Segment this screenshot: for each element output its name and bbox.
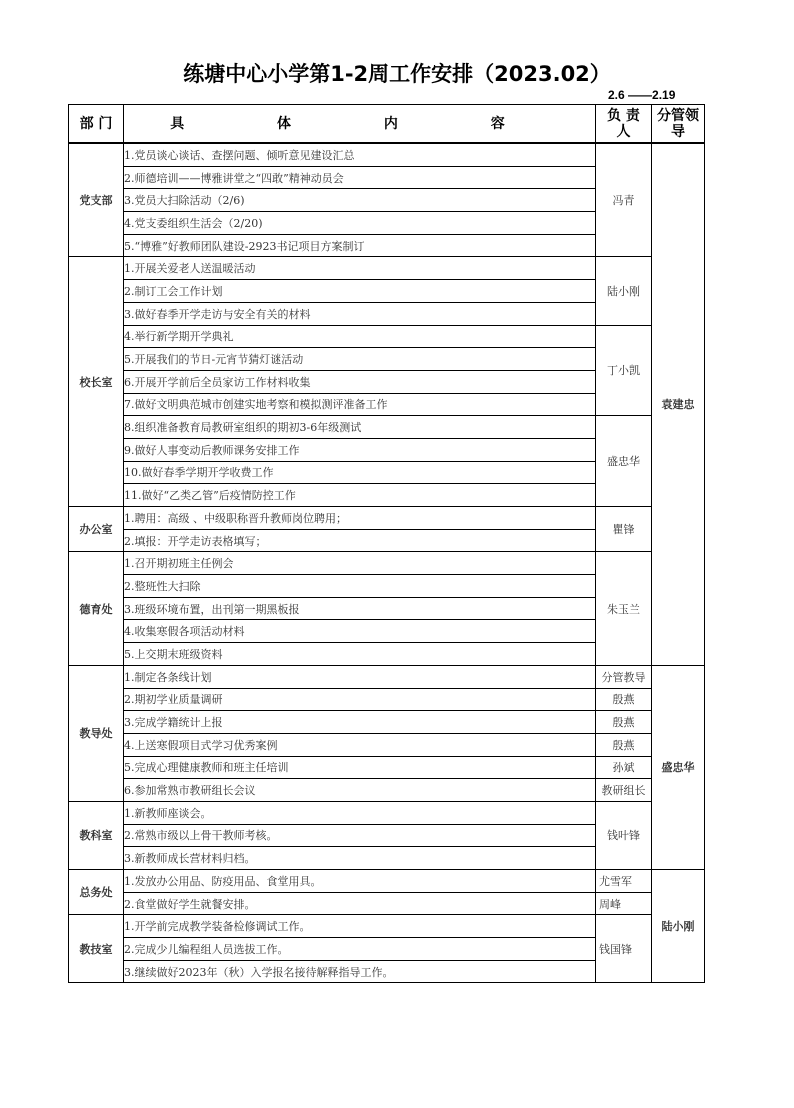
- dept-cell: 办公室: [69, 507, 124, 552]
- table-row: [69, 143, 705, 166]
- table-row: [69, 257, 705, 280]
- task-cell: 4.上送寒假项目式学习优秀案例: [124, 733, 596, 756]
- task-cell: 1.开展关爱老人送温暖活动: [124, 257, 596, 280]
- task-cell: 1.制定各条线计划: [124, 665, 596, 688]
- table-row: [69, 507, 705, 530]
- task-cell: 3.完成学籍统计上报: [124, 711, 596, 734]
- table-row: [69, 711, 705, 734]
- leader-cell: 袁建忠: [652, 143, 705, 665]
- owner-header: 负 责 人: [596, 105, 652, 144]
- owner-cell: 盛忠华: [596, 416, 652, 507]
- dept-cell: 教科室: [69, 801, 124, 869]
- task-cell: 1.开学前完成教学装备检修调试工作。: [124, 915, 596, 938]
- owner-cell: 钱叶锋: [596, 801, 652, 869]
- table-row: [69, 665, 705, 688]
- task-cell: 2.常熟市级以上骨干教师考核。: [124, 824, 596, 847]
- task-cell: 5.完成心理健康教师和班主任培训: [124, 756, 596, 779]
- task-cell: 1.发放办公用品、防疫用品、食堂用具。: [124, 870, 596, 893]
- dept-cell: 教技室: [69, 915, 124, 983]
- owner-cell: 孙斌: [596, 756, 652, 779]
- owner-cell: 尤雪军: [596, 870, 652, 893]
- task-cell: 4.收集寒假各项活动材料: [124, 620, 596, 643]
- owner-cell: 分管教导: [596, 665, 652, 688]
- schedule-table: [68, 104, 705, 983]
- dept-cell: 校长室: [69, 257, 124, 507]
- owner-cell: 殷燕: [596, 711, 652, 734]
- task-cell: 3.班级环境布置，出刊第一期黑板报: [124, 597, 596, 620]
- task-cell: 6.参加常熟市教研组长会议: [124, 779, 596, 802]
- task-cell: 2.整班性大扫除: [124, 575, 596, 598]
- task-cell: 9.做好人事变动后教师课务安排工作: [124, 438, 596, 461]
- task-cell: 1.召开期初班主任例会: [124, 552, 596, 575]
- dept-header: 部 门: [69, 105, 124, 144]
- task-cell: 2.师德培训——博雅讲堂之“四敢”精神动员会: [124, 166, 596, 189]
- task-cell: 8.组织准备教育局教研室组织的期初3-6年级测试: [124, 416, 596, 439]
- task-cell: 2.期初学业质量调研: [124, 688, 596, 711]
- task-cell: 6.开展开学前后全员家访工作材料收集: [124, 370, 596, 393]
- task-cell: 5.“博雅”好教师团队建设-2923书记项目方案制订: [124, 234, 596, 257]
- task-cell: 1.党员谈心谈话、查摆问题、倾听意见建设汇总: [124, 143, 596, 166]
- table-row: [69, 915, 705, 938]
- date-range: 2.6 ——2.19: [608, 88, 676, 102]
- owner-cell: 瞿锋: [596, 507, 652, 552]
- owner-cell: 殷燕: [596, 688, 652, 711]
- task-cell: 2.制订工会工作计划: [124, 280, 596, 303]
- table-row: [69, 779, 705, 802]
- table-row: [69, 733, 705, 756]
- owner-cell: 朱玉兰: [596, 552, 652, 665]
- header-row: [69, 105, 705, 144]
- owner-cell: 教研组长: [596, 779, 652, 802]
- table-row: [69, 870, 705, 893]
- owner-cell: 周峰: [596, 892, 652, 915]
- task-cell: 4.党支委组织生活会（2/20): [124, 212, 596, 235]
- dept-cell: 德育处: [69, 552, 124, 665]
- task-cell: 4.举行新学期开学典礼: [124, 325, 596, 348]
- leader-header: 分管领导: [652, 105, 705, 144]
- task-cell: 2.完成少儿编程组人员选拔工作。: [124, 938, 596, 961]
- task-cell: 7.做好文明典范城市创建实地考察和模拟测评准备工作: [124, 393, 596, 416]
- table-row: [69, 801, 705, 824]
- task-cell: 2.填报：开学走访表格填写；: [124, 529, 596, 552]
- owner-cell: 钱国锋: [596, 915, 652, 983]
- table-row: [69, 416, 705, 439]
- dept-cell: 教导处: [69, 665, 124, 801]
- owner-cell: 殷燕: [596, 733, 652, 756]
- task-cell: 3.做好春季开学走访与安全有关的材料: [124, 302, 596, 325]
- dept-cell: 总务处: [69, 870, 124, 915]
- leader-cell: 陆小刚: [652, 870, 705, 983]
- table-row: [69, 688, 705, 711]
- dept-cell: 党支部: [69, 143, 124, 257]
- page-title: 练塘中心小学第1-2周工作安排（2023.02）: [183, 62, 611, 86]
- task-cell: 1.聘用：高级 、中级职称晋升教师岗位聘用；: [124, 507, 596, 530]
- task-cell: 3.新教师成长营材料归档。: [124, 847, 596, 870]
- task-cell: 1.新教师座谈会。: [124, 801, 596, 824]
- task-cell: 5.上交期末班级资料: [124, 643, 596, 666]
- task-cell: 10.做好春季学期开学收费工作: [124, 461, 596, 484]
- task-cell: 2.食堂做好学生就餐安排。: [124, 892, 596, 915]
- task-cell: 5.开展我们的节日-元宵节猜灯谜活动: [124, 348, 596, 371]
- table-row: [69, 325, 705, 348]
- content-header: 具 体 内 容: [124, 105, 596, 144]
- table-row: [69, 552, 705, 575]
- leader-cell: 盛忠华: [652, 665, 705, 869]
- task-cell: 11.做好“乙类乙管”后疫情防控工作: [124, 484, 596, 507]
- owner-cell: 冯青: [596, 143, 652, 257]
- task-cell: 3.继续做好2023年（秋）入学报名接待解释指导工作。: [124, 960, 596, 983]
- owner-cell: 丁小凯: [596, 325, 652, 416]
- table-row: [69, 756, 705, 779]
- owner-cell: 陆小刚: [596, 257, 652, 325]
- table-row: [69, 892, 705, 915]
- task-cell: 3.党员大扫除活动（2/6): [124, 189, 596, 212]
